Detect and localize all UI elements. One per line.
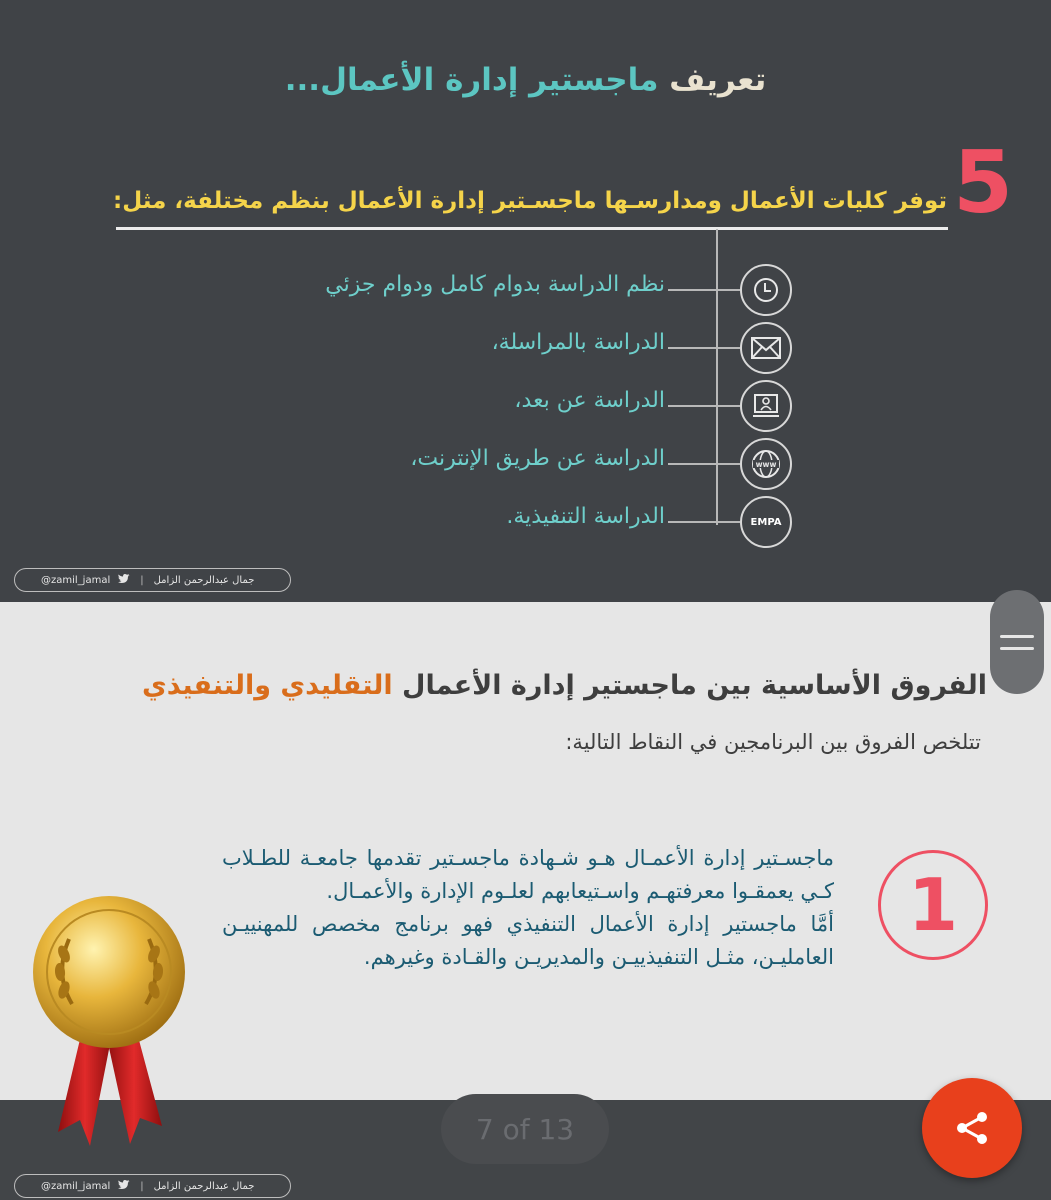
empa-badge-icon — [740, 496, 792, 548]
slide2-title-part2: التقليدي والتنفيذي — [141, 670, 393, 701]
connector-line — [668, 347, 740, 349]
twitter-handle: @zamil_jamal — [41, 574, 111, 586]
slide1-title — [0, 62, 1051, 98]
twitter-bird-icon — [118, 1180, 130, 1193]
share-icon — [955, 1110, 989, 1146]
slide1-subtitle: توفر كليات الأعمال ومدارسـها ماجسـتير إدارة الأعمال بنظم مختلفة، مثل: — [113, 188, 947, 214]
connector-line — [668, 463, 740, 465]
www-globe-icon — [740, 438, 792, 490]
list-item-label: نظم الدراسة بدوام كامل ودوام جزئي — [325, 272, 665, 297]
slide2-title — [142, 670, 987, 701]
empa-badge-text: EMPA — [750, 516, 782, 528]
slide1-title-part2: ماجستير إدارة الأعمال... — [284, 62, 659, 98]
share-button[interactable] — [922, 1078, 1022, 1178]
list-item-label: الدراسة التنفيذية. — [506, 504, 665, 529]
paragraph-2: أمَّا ماجستير إدارة الأعمال التنفيذي فهو برنامج مخصص للمهنييـن العامليـن، مثـل التنفيذييـن والمديريـن والقـادة وغيرهم. — [222, 912, 834, 969]
list-item-label: الدراسة عن طريق الإنترنت، — [410, 446, 665, 471]
list-item-label: الدراسة عن بعد، — [514, 388, 665, 413]
connector-line — [668, 289, 740, 291]
slide2-subtitle: تتلخص الفروق بين البرنامجين في النقاط التالية: — [565, 730, 981, 754]
list-item-label: الدراسة بالمراسلة، — [491, 330, 665, 355]
subtitle-underline — [116, 227, 948, 230]
drag-handle[interactable] — [990, 590, 1044, 694]
clock-icon — [740, 264, 792, 316]
slide1-number: 5 — [953, 133, 1013, 233]
slide1-title-part1: تعريف — [669, 62, 767, 98]
list-item — [0, 436, 1051, 492]
drag-handle-line — [1000, 647, 1034, 650]
twitter-bird-icon — [118, 574, 130, 587]
list-item — [0, 494, 1051, 550]
gold-medal-icon — [24, 894, 194, 1154]
list-item — [0, 320, 1051, 376]
point-number-badge: 1 — [878, 850, 988, 960]
remote-learning-icon — [740, 380, 792, 432]
drag-handle-line — [1000, 635, 1034, 638]
envelope-icon — [740, 322, 792, 374]
footer-separator: | — [140, 574, 144, 586]
svg-text:www: www — [755, 460, 777, 469]
paragraph-1: ماجسـتير إدارة الأعمـال هـو شـهادة ماجسـتير تقدمها جامعـة للطـلاب كـي يعمقـوا معرفتهـم واسـتيعابهم لعلـوم الإدارة والأعمـال. — [222, 846, 834, 903]
page-indicator: 7 of 13 — [441, 1094, 609, 1164]
point-description — [222, 842, 834, 974]
footer-separator: | — [140, 1180, 144, 1192]
connector-line — [668, 405, 740, 407]
slide-2 — [0, 602, 1051, 1200]
list-item — [0, 378, 1051, 434]
author-footer — [14, 1174, 291, 1198]
twitter-handle: @zamil_jamal — [41, 1180, 111, 1192]
connector-line — [668, 521, 740, 523]
list-item — [0, 262, 1051, 318]
author-footer — [14, 568, 291, 592]
author-name: جمال عبدالرحمن الزامل — [153, 1180, 255, 1192]
slide2-title-part1: الفروق الأساسية بين ماجستير إدارة الأعمال — [402, 670, 987, 701]
author-name: جمال عبدالرحمن الزامل — [153, 574, 255, 586]
